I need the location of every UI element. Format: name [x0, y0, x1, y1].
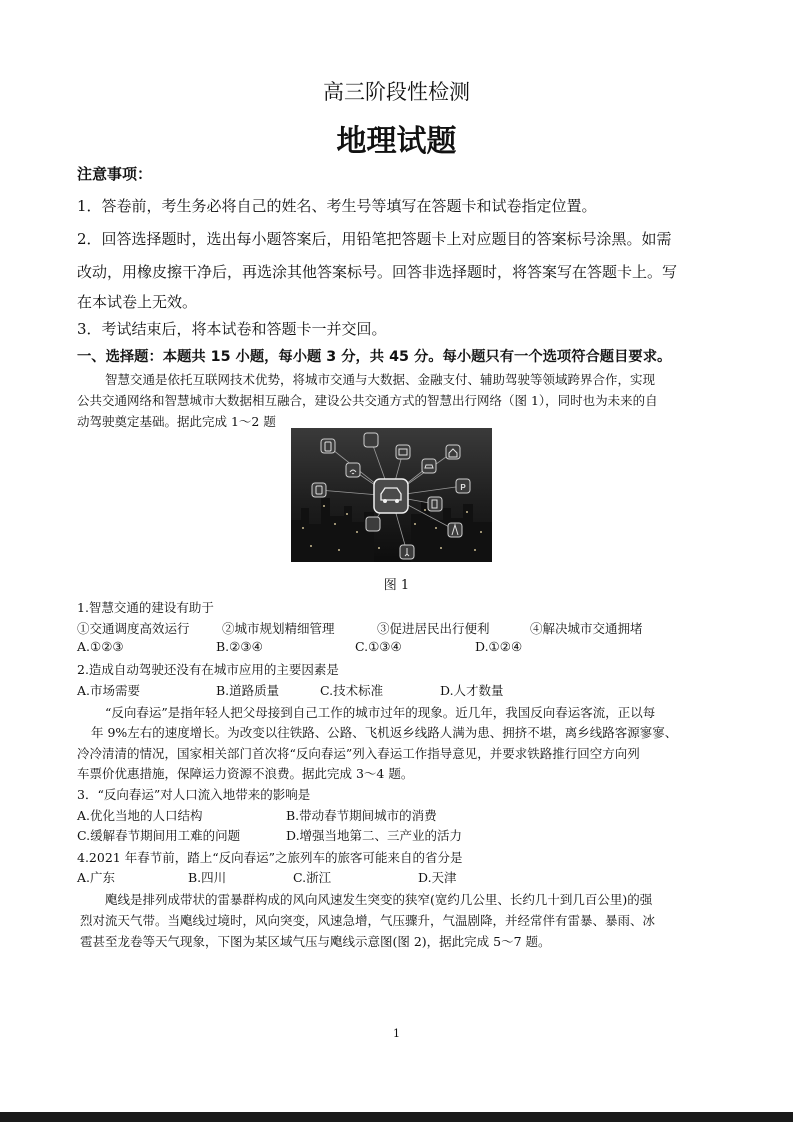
- passage-2-line-2: 年 9%左右的速度增长。为改变以往铁路、公路、飞机返乡线路人满为患、拥挤不堪，离乡线路客源寥寥、: [91, 725, 678, 740]
- q2-option-b: B.道路质量: [216, 683, 280, 698]
- smart-transport-illustration: [291, 428, 492, 562]
- passage-1-line-2: 公共交通网络和智慧城市大数据相互融合，建设公共交通方式的智慧出行网络（图 1），同时也为未来的自: [77, 393, 658, 408]
- passage-1-line-3: 动驾驶奠定基础。据此完成 1～2 题: [77, 414, 276, 429]
- q4-option-b: B.四川: [188, 870, 227, 885]
- q2-option-c: C.技术标准: [320, 683, 384, 698]
- notice-item-2-line-3: 在本试卷上无效。: [77, 293, 198, 311]
- notice-item-2-line-1: 2．回答选择题时，选出每小题答案后，用铅笔把答题卡上对应题目的答案标号涂黑。如需: [77, 230, 672, 248]
- signal-node-icon: [366, 517, 380, 531]
- figure-1-caption: 图 1: [383, 578, 410, 593]
- section-1-heading: 一、选择题：本题共 15 小题，每小题 3 分，共 45 分。每小题只有一个选项符合题目要求。: [77, 349, 672, 365]
- smart-transport-figure: [291, 428, 492, 562]
- q3-option-b: B.带动春节期间城市的消费: [286, 808, 437, 823]
- q2-stem: 2.造成自动驾驶还没有在城市应用的主要因素是: [77, 662, 339, 677]
- q2-option-d: D.人才数量: [440, 683, 504, 698]
- q4-option-a: A.广东: [77, 870, 116, 885]
- q1-stem: 1.智慧交通的建设有助于: [77, 600, 214, 615]
- car-node-icon: [422, 459, 436, 473]
- passage-3-line-1: 飑线是排列成带状的雷暴群构成的风向风速发生突变的狭窄(宽约几公里、长约几十到几百公里)的强: [105, 892, 653, 907]
- q1-item-4: ④解决城市交通拥堵: [530, 621, 643, 636]
- q3-option-c: C.缓解春节期间用工难的问题: [77, 828, 241, 843]
- q1-item-1: ①交通调度高效运行: [77, 621, 190, 636]
- passage-2-line-3: 冷冷清清的情况，国家相关部门首次将“反向春运”列入春运工作指导意见，并要求铁路推行回空方向列: [77, 746, 640, 761]
- q1-option-b: B.②③④: [216, 639, 263, 654]
- bottom-border: [0, 1112, 793, 1122]
- central-car-icon: [374, 479, 408, 513]
- q4-option-c: C.浙江: [293, 870, 332, 885]
- passage-3-line-3: 雹甚至龙卷等天气现象，下图为某区域气压与飑线示意图(图 2)，据此完成 5～7 题。: [80, 934, 551, 949]
- q4-stem: 4.2021 年春节前，踏上“反向春运”之旅列车的旅客可能来自的省分是: [77, 850, 463, 865]
- q2-option-a: A.市场需要: [77, 683, 141, 698]
- notice-heading: 注意事项：: [77, 165, 153, 183]
- q1-item-3: ③促进居民出行便利: [377, 621, 490, 636]
- notice-item-2-line-2: 改动，用橡皮擦干净后，再选涂其他答案标号。回答非选择题时，将答案写在答题卡上。写: [77, 263, 678, 281]
- q4-option-d: D.天津: [418, 870, 457, 885]
- q1-option-c: C.①③④: [355, 639, 402, 654]
- fuel-node-icon: [428, 497, 442, 511]
- passage-3-line-2: 烈对流天气带。当飑线过境时，风向突变，风速急增，气压骤升，气温剧降，并经常伴有雷暴、暴雨、冰: [80, 913, 656, 928]
- notice-item-3: 3．考试结束后，将本试卷和答题卡一并交回。: [77, 320, 387, 338]
- q3-option-a: A.优化当地的人口结构: [77, 808, 203, 823]
- passage-2-line-1: “反向春运”是指年轻人把父母接到自己工作的城市过年的现象。近几年，我国反向春运客流，正以每: [105, 705, 656, 720]
- passage-1-line-1: 智慧交通是依托互联网技术优势，将城市交通与大数据、金融支付、辅助驾驶等领域跨界合作，实现: [105, 372, 656, 387]
- exam-subtitle: 高三阶段性检测: [323, 80, 470, 104]
- card-node-icon: [396, 445, 410, 459]
- notice-item-1: 1．答卷前，考生务必将自己的姓名、考生号等填写在答题卡和试卷指定位置。: [77, 197, 597, 215]
- page-number: 1: [393, 1027, 400, 1040]
- satellite-node-icon: [364, 433, 378, 447]
- q1-option-a: A.①②③: [77, 639, 124, 654]
- passage-2-line-4: 车票价优惠措施，保障运力资源不浪费。据此完成 3～4 题。: [77, 766, 414, 781]
- exam-title: 地理试题: [336, 124, 457, 159]
- parking-letter: P: [460, 483, 466, 492]
- q1-option-d: D.①②④: [475, 639, 523, 654]
- q3-stem: 3．“反向春运”对人口流入地带来的影响是: [77, 787, 311, 802]
- q3-option-d: D.增强当地第二、三产业的活力: [286, 828, 463, 843]
- q1-item-2: ②城市规划精细管理: [222, 621, 335, 636]
- tablet-node-icon: [312, 483, 326, 497]
